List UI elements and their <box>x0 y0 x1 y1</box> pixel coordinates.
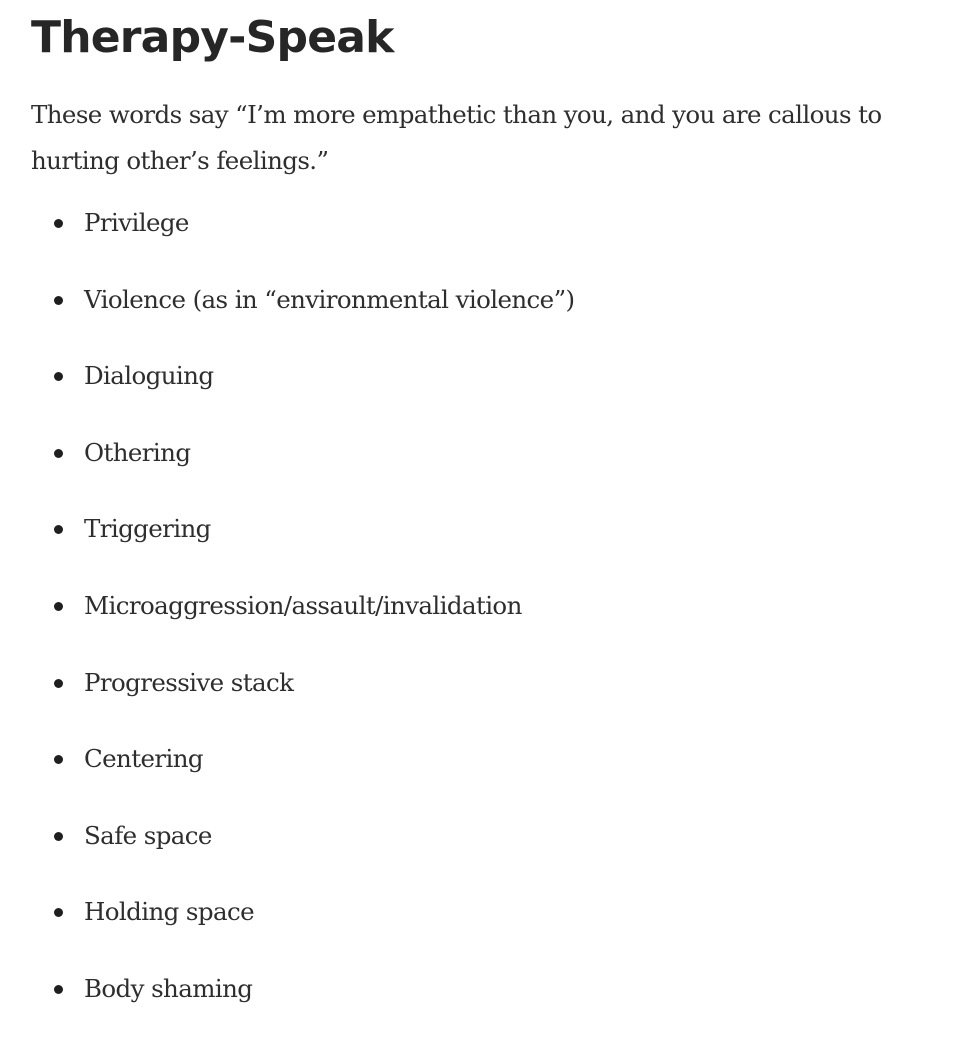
list-item-text: Safe space <box>84 820 212 850</box>
bullet-icon <box>54 679 63 688</box>
list-item <box>31 588 931 665</box>
list-item <box>31 358 931 435</box>
intro-paragraph: These words say “I’m more empathetic than you, and you are callous to hurting other’s feelings.” <box>31 100 882 175</box>
list-item-text: Holding space <box>84 897 255 927</box>
page-title: Therapy-Speak <box>31 12 394 63</box>
list-item-text: Privilege <box>84 208 189 237</box>
bullet-icon <box>54 832 63 841</box>
bullet-icon <box>54 755 63 764</box>
bullet-icon <box>54 296 63 305</box>
list-item <box>31 282 931 359</box>
list-item-text: Violence (as in “environmental violence”) <box>84 284 575 314</box>
list-item <box>31 435 931 512</box>
bullet-icon <box>54 908 63 917</box>
bullet-icon <box>54 449 63 458</box>
term-list <box>31 205 931 1048</box>
list-item <box>31 205 931 282</box>
bullet-icon <box>54 525 63 534</box>
list-item <box>31 665 931 742</box>
list-item-text: Body shaming <box>84 973 253 1003</box>
bullet-icon <box>54 219 63 228</box>
list-item-text: Othering <box>84 437 191 467</box>
bullet-icon <box>54 372 63 381</box>
list-item <box>31 511 931 588</box>
bullet-icon <box>54 985 63 994</box>
bullet-icon <box>54 602 63 611</box>
list-item <box>31 741 931 818</box>
list-item-text: Centering <box>84 744 203 774</box>
list-item-text: Microaggression/assault/invalidation <box>84 590 522 620</box>
list-item-text: Triggering <box>84 514 211 544</box>
list-item-text: Dialoguing <box>84 361 214 391</box>
list-item-text: Progressive stack <box>84 667 294 697</box>
list-item <box>31 818 931 895</box>
list-item <box>31 971 931 1048</box>
list-item <box>31 894 931 971</box>
